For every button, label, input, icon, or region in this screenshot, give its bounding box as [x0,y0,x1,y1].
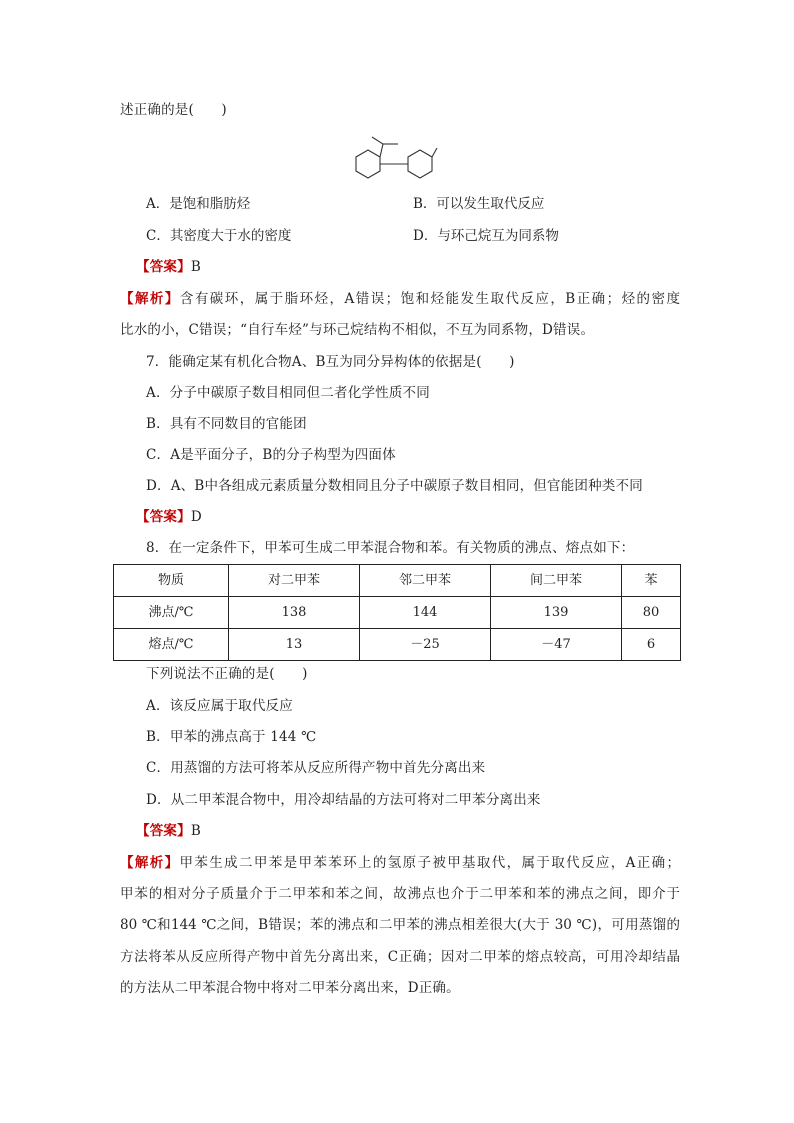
table-cell: 139 [491,597,622,629]
q8-analysis-line-4: 方法将苯从反应所得产物中首先分离出来，C正确；因对二甲苯的熔点较高，可用冷却结晶 [120,949,680,965]
q6-answer [136,261,201,275]
table-row-label: 熔点/℃ [114,629,229,661]
table-row [114,597,681,629]
q6-analysis-line-1 [120,293,680,307]
analysis-tag: 【解析】 [120,855,180,871]
table-row-label: 沸点/℃ [114,597,229,629]
table-row [114,629,681,661]
answer-value: B [190,823,201,839]
left-cyclohexane-ring [356,150,380,178]
q6-analysis-line-2: 比水的小，C错误；“自行车烃”与环己烷结构不相似，不互为同系物，D错误。 [120,322,595,338]
physical-properties-table [113,564,681,661]
answer-tag: 【答案】 [136,823,191,839]
table-header-cell: 物质 [114,565,229,597]
table-header-row [114,565,681,597]
q6-option-b: B．可以发生取代反应 [413,196,545,212]
right-cyclohexane-ring [408,150,432,178]
q8-answer [136,825,201,839]
q8-analysis-line-2: 甲苯的相对分子质量介于二甲苯和苯之间，故沸点也介于二甲苯和苯的沸点之间，即介于 [120,886,680,902]
table-cell: 6 [622,629,681,661]
table-header-cell: 间二甲苯 [491,565,622,597]
q8-option-d: D．从二甲苯混合物中，用冷却结晶的方法可将对二甲苯分离出来 [146,792,541,808]
q8-analysis-line-5: 的方法从二甲苯混合物中将对二甲苯分离出来，D正确。 [120,980,460,996]
left-isopropyl-substituent [372,137,383,157]
answer-value: B [190,259,201,275]
table-cell: 13 [229,629,360,661]
table-header-cell: 苯 [622,565,681,597]
analysis-tag: 【解析】 [120,291,180,307]
q6-stem-tail: 述正确的是( ) [120,102,227,118]
q8-analysis-line-1 [120,857,680,871]
bicyclohexyl-structure-figure [350,130,450,188]
q8-option-b: B．甲苯的沸点高于 144 ℃ [146,729,317,745]
answer-tag: 【答案】 [136,509,191,525]
table-cell: 138 [229,597,360,629]
q7-answer [136,511,202,525]
analysis-text: 含有碳环，属于脂环烃，A错误；饱和烃能发生取代反应，B正确；烃的密度 [179,291,680,307]
table-header-cell: 邻二甲苯 [360,565,491,597]
table-cell: －25 [360,629,491,661]
q6-option-d: D．与环己烷互为同系物 [413,228,559,244]
q8-analysis-line-3: 80 ℃和144 ℃之间，B错误；苯的沸点和二甲苯的沸点相差很大(大于 30 ℃)，可用蒸馏的 [120,917,680,933]
table-cell: －47 [491,629,622,661]
right-methyl-substituent [432,148,437,157]
q8-option-a: A．该反应属于取代反应 [146,698,293,714]
q8-option-c: C．用蒸馏的方法可将苯从反应所得产物中首先分离出来 [146,760,486,776]
q7-option-a: A．分子中碳原子数目相同但二者化学性质不同 [146,385,430,401]
answer-tag: 【答案】 [136,259,191,275]
q6-option-a: A．是饱和脂肪烃 [146,196,251,212]
q8-stem: 8．在一定条件下，甲苯可生成二甲苯混合物和苯。有关物质的沸点、熔点如下： [146,540,635,556]
answer-value: D [190,509,202,525]
analysis-text: 甲苯生成二甲苯是甲苯苯环上的氢原子被甲基取代，属于取代反应，A正确； [179,855,681,871]
q7-option-b: B．具有不同数目的官能团 [146,416,307,432]
q7-option-c: C．A是平面分子，B的分子构型为四面体 [146,447,396,463]
table-header-cell: 对二甲苯 [229,565,360,597]
q7-option-d: D．A、B中各组成元素质量分数相同且分子中碳原子数目相同，但官能团种类不同 [146,478,643,494]
table-cell: 144 [360,597,491,629]
q8-question: 下列说法不正确的是( ) [146,666,308,682]
q7-stem: 7．能确定某有机化合物A、B互为同分异构体的依据是( ) [146,354,515,370]
q6-option-c: C．其密度大于水的密度 [146,228,292,244]
table-cell: 80 [622,597,681,629]
